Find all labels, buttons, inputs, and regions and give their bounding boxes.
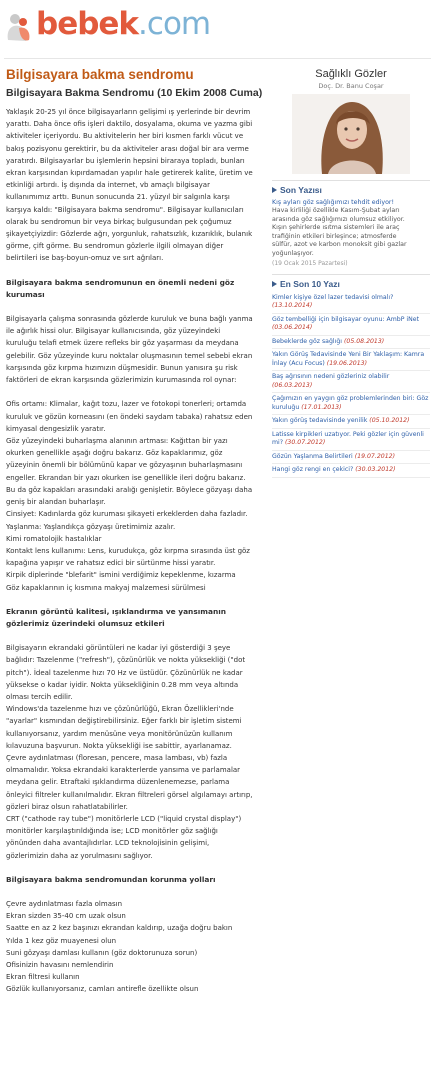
list-item[interactable]: [272, 415, 430, 429]
article-link-title: Baş ağrısının nedeni gözleriniz olabilir: [272, 373, 390, 381]
intro-paragraph: [6, 106, 264, 265]
top10-list: [272, 292, 430, 478]
text-line: geniş bir alandan buharlaşır.: [6, 498, 106, 507]
heading-line: kuruması: [6, 289, 45, 299]
article-link-date: (19.06.2013): [326, 359, 368, 367]
latest-post-excerpt: [272, 207, 430, 259]
text-line: Ofis ortamı: Klimalar, kağıt tozu, lazer ve fotokopi tonerleri; ortamda: [6, 400, 247, 409]
text-line: kapağına yapışır ve rahatsız edici bir sürtünme hissi yaratır.: [6, 559, 216, 568]
article-link[interactable]: [272, 294, 430, 311]
text-line: bağlıdır: Tazelenme ("refresh"), çözünürlük ve nokta yüksekliği ("dot: [6, 656, 246, 665]
article-link-title: Latisse kirpikleri uzatıyor. Peki gözler için güvenli mi?: [272, 430, 424, 447]
article-title: Bilgisayara bakma sendromu: [6, 67, 194, 82]
list-item[interactable]: [272, 349, 430, 371]
top10-header: En Son 10 Yazı: [272, 279, 430, 289]
text-line: gözleri biraz olsun rahatlatabilirler.: [6, 802, 128, 811]
text-line: yarattı. Daha önce ofis işleri daktilo, dosyalama, okuma ve yazma gibi: [6, 120, 253, 129]
arrow-right-icon: [272, 187, 277, 193]
text-line: önleyici filtreler kullanılmalıdır. Ekran filtreleri görsel algılamayı artırıp,: [6, 790, 253, 799]
text-line: yüksekse o kadar iyidir. Nokta yüksekliğinin 0.28 mm veya altında: [6, 680, 239, 689]
text-line: etkinliği artırdı. İş dışında da internet, vb amaçlı bilgisayar: [6, 181, 210, 190]
article-link-date: (13.10.2014): [272, 302, 313, 310]
section2-heading: [6, 606, 264, 630]
text-line: karşısında göz kırpma hızımızın düşmesidir. Bunun yanısıra şu risk: [6, 363, 238, 372]
text-line: Cinsiyet: Kadınlarda göz kuruması şikayeti erkeklerden daha fazladır.: [6, 510, 248, 519]
article-link[interactable]: [272, 395, 430, 412]
text-line: Yaklaşık 20-25 yıl önce bilgisayarların gelişimi ış yerlerinde bir devrim: [6, 108, 251, 116]
article-link-date: (17.01.2013): [301, 403, 342, 411]
text-line: karşıya kaldı: "Bilgisayara bakma sendromu". Bilgisayar kullanıcıları: [6, 205, 244, 214]
text-line: yönünden daha avantajlıdırlar. LCD teknolojisinin gelişimi,: [6, 839, 210, 848]
text-line: [6, 386, 264, 398]
article-link[interactable]: [272, 316, 430, 333]
heading-line: Ekranın görüntü kalitesi, ışıklandırma ve yansımanın: [6, 606, 226, 616]
article-link-date: (19.07.2012): [354, 452, 395, 460]
article-link[interactable]: [272, 466, 430, 475]
text-line: Bu da göz kapakları arasındaki aralığı genişletir. Böylece gözyaşı daha: [6, 485, 253, 494]
article-link-title: Kimler kişiye özel lazer tedavisi olmalı?: [272, 293, 394, 301]
text-line: sülfür, azot ve karbon monoksit gibi gazlar: [272, 241, 407, 249]
text-line: Bilgisayarın ekrandaki görüntüleri ne kadar iyi gösterdiği 3 şeye: [6, 644, 231, 653]
text-line: arasında göz sağlığımızı olumsuz etkiliyor.: [272, 215, 405, 223]
list-item[interactable]: [272, 371, 430, 393]
author-name[interactable]: Doç. Dr. Banu Coşar: [318, 82, 384, 90]
article-link[interactable]: [272, 417, 430, 426]
section3-body: [6, 898, 264, 996]
heading-line: Bilgisayara bakma sendromunun en önemli nedeni göz: [6, 277, 235, 287]
text-line: yoğunlaşıyor.: [272, 249, 314, 257]
text-line: kuruluğu telafi etmek üzere refleks bir göz yaşarması da meydana: [6, 339, 239, 348]
site-name: bebek.com: [36, 6, 211, 42]
text-line: olmamalıdır. Yoksa ekrandaki karakterlerde yansıma ve parlamalar: [6, 766, 241, 775]
text-line: Yılda 1 kez göz muayenesi olun: [6, 936, 117, 945]
article-link-date: (06.03.2013): [272, 381, 313, 389]
text-line: meydana gelir. Etraftaki ışıklandırma düzenlenemezse, parlama: [6, 778, 230, 787]
article-link-date: (30.07.2012): [285, 439, 326, 447]
text-line: Kışın şehirlerde ısıtma sistemleri ile araç: [272, 224, 400, 232]
text-line: CRT ("cathode ray tube") monitörlerle LCD ("liquid crystal display"): [6, 814, 242, 823]
column-title: Sağlıklı Gözler: [315, 68, 387, 80]
article-link-title: Yakın Görüş Tedavisinde Yeni Bir Yaklaşım: Kamra İnlay (Acu Focus): [272, 351, 425, 367]
article-link[interactable]: [272, 351, 430, 368]
text-line: Kirpik diplerinde "blefarit" ismini verdiğimiz kepeklenme, kızarma: [6, 571, 236, 580]
text-line: olarak bu sendromun bir veya birkaç bulgusundan pek çoğumuz: [6, 217, 232, 226]
text-line: Kimi romatolojik hastalıklar: [6, 534, 102, 543]
article-subtitle: Bilgisayara Bakma Sendromu (10 Ekim 2008 Cuma): [6, 87, 263, 99]
text-line: şikayetçiyizdir: Gözlerde ağrı, yorgunluk, rahatsızlık, kızarıklık, bulanık: [6, 230, 253, 239]
list-item[interactable]: [272, 393, 430, 415]
text-line: olması tercih edilir.: [6, 692, 73, 701]
list-item[interactable]: [272, 336, 430, 350]
text-line: kılavuzuna başvurun. Nokta yüksekliği ise sabittir, ayarlanamaz.: [6, 741, 232, 750]
latest-post-header: Son Yazısı: [272, 185, 430, 195]
article-link[interactable]: [272, 453, 430, 462]
list-item[interactable]: [272, 429, 430, 451]
text-line: belirtileri ise baş-boyun-omuz ve sırt ağrıları.: [6, 254, 164, 263]
heading-line: gözlerimiz üzerindeki olumsuz etkileri: [6, 618, 165, 628]
text-line: kimyasal dengesizlik yaratır.: [6, 424, 106, 433]
text-line: Saatte en az 2 kez başınızı ekrandan kaldırıp, uzağa doğru bakın: [6, 924, 233, 933]
section1-heading: [6, 277, 264, 301]
text-line: gelebilir. Göz yüzeyinde kuru noktalar oluşmasının temel sebebi ekran: [6, 351, 253, 360]
sidebar: [272, 66, 430, 478]
text-line: Göz kapaklarının iç kısmına makyaj malzemesi sürülmesi: [6, 583, 206, 592]
text-line: yaratırdı. Bilgisayarlar bu işlemlerin hepsini biraraya topladı, bunları: [6, 156, 245, 165]
text-line: bakış pozisyonu gerektirir, bu da aktiviteler arası doğal bir ara verme: [6, 144, 249, 153]
latest-post-link[interactable]: Kış ayları göz sağlığımızı tehdit ediyor!: [272, 199, 395, 206]
text-line: Çevre aydınlatması fazla olmasın: [6, 899, 123, 908]
text-line: Suni gözyaşı damlası kullanın (göz doktorunuza sorun): [6, 948, 198, 957]
latest-post-date: (19 Ocak 2015 Pazartesi): [272, 259, 348, 267]
text-line: Bilgisayarla çalışma sonrasında gözlerde kuruluk ve buna bağlı yanma: [6, 315, 253, 324]
article-link-title: Çağımızın en yaygın göz problemlerinden biri: Göz kuruluğu: [272, 395, 429, 411]
text-line: Gözlük kullanıyorsanız, camları antirefle özellikte olsun: [6, 985, 199, 994]
article-link-title: Yakın görüş tedavisinde yenilik: [272, 417, 368, 425]
section1-body: [6, 313, 264, 594]
text-line: gözlerimizin daha az yorulmasını sağlıyor.: [6, 851, 153, 860]
text-line: Windows'da tazelenme hızı ve çözünürlüğü, Ekran Özellikleri'nde: [6, 705, 234, 714]
text-line: pitch"). İdeal tazelenme hızı 70 Hz ve üstüdür. Çözünürlük ne kadar: [6, 668, 243, 677]
list-item[interactable]: [272, 451, 430, 465]
article-link-date: (03.06.2014): [272, 324, 313, 332]
text-line: Göz yüzeyindeki buharlaşma alanının artması: Kağıttan bir yazı: [6, 437, 228, 446]
article-link[interactable]: [272, 338, 430, 347]
site-logo[interactable]: [4, 4, 211, 48]
article-link-date: (30.03.2012): [355, 466, 396, 474]
text-line: okurken genellikle aşağı doğru bakarız. Göz kapaklarımız, göz: [6, 449, 223, 458]
text-line: kullanıyorsanız, yardım menüsüne veya monitörünüzün kullanım: [6, 729, 233, 738]
article-link-title: Hangi göz rengi en çekici?: [272, 466, 354, 474]
text-line: aktiviteler içeriyordu. Bu aktivitelerin her biri kısmen farklı vücut ve: [6, 132, 244, 141]
text-line: ile ağırlık hissi olur. Bilgisayar kullanıcısında, göz yüzeyindeki: [6, 327, 221, 336]
article-link-title: Bebeklerde göz sağlığı: [272, 337, 342, 345]
arrow-right-icon: [272, 281, 277, 287]
text-line: "ayarlar" kısmından değiştirebilirsiniz. Eğer farklı bir işletim sistemi: [6, 717, 242, 726]
text-line: trafiğinin etkileri birleşince; atmosferde: [272, 232, 397, 240]
text-line: faktörleri de ekran karşısında gözlerimizin kurumasında rol oynar:: [6, 376, 237, 385]
text-line: görme, çift görme. Bu sendromun gözlerle ilgili olmayan diğer: [6, 242, 224, 251]
baby-logo-icon: [4, 10, 34, 44]
section3-heading: Bilgisayara bakma sendromundan korunma yolları: [6, 874, 216, 884]
article-link[interactable]: [272, 431, 430, 448]
header-divider: [4, 58, 431, 59]
text-line: Çevre aydınlatması (floresan, pencere, masa lambası, vb) fazla: [6, 753, 228, 762]
article-link-date: (05.08.2013): [343, 337, 385, 345]
text-line: Ekran sizden 35-40 cm uzak olsun: [6, 912, 126, 921]
author-portrait: [292, 94, 410, 174]
text-line: Ofisinizin havasını nemlendirin: [6, 961, 114, 969]
text-line: ekran karşısından kıpırdamadan yapılır hale getirerek kalite, üretim ve: [6, 169, 253, 178]
text-line: yüzeyinin önemli bir bölümünü kapar ve gözyaşının buharlaşmasını: [6, 461, 243, 470]
text-line: monitörler karşılaştırıldığında ise; LCD monitörler göz sağlığı: [6, 827, 218, 836]
article-link[interactable]: [272, 373, 430, 390]
list-item[interactable]: [272, 314, 430, 336]
text-line: Kontakt lens kullanımı: Lens, kurudukça, göz kırpma sırasında üst göz: [6, 546, 250, 555]
section2-body: [6, 642, 264, 862]
text-line: kullanımımız arttı. Bunun sonucunda 21. yüzyıl bir salgınla karşı: [6, 193, 230, 202]
list-item[interactable]: [272, 464, 430, 478]
text-line: kuruluk ve gözün korneasını (en öndeki saydam tabaka) rahatsız eden: [6, 412, 253, 421]
article-link-title: Göz tembelliği için bilgisayar oyunu: AmbP iNet: [272, 315, 420, 323]
text-line: Ekran filtresi kullanın: [6, 973, 80, 982]
list-item[interactable]: [272, 292, 430, 314]
article-link-title: Gözün Yaşlanma Belirtileri: [272, 452, 353, 460]
article-link-date: (05.10.2012): [369, 417, 410, 425]
article: [6, 66, 264, 996]
text-line: Yaşlanma: Yaşlandıkça gözyaşı üretimimiz azalır.: [6, 522, 176, 531]
text-line: engeller. Ekrandan bir yazı okurken ise genellikle ileri doğru bakarız.: [6, 473, 246, 482]
text-line: Hava kirliliği özellikle Kasım-Şubat ayları: [272, 207, 400, 214]
